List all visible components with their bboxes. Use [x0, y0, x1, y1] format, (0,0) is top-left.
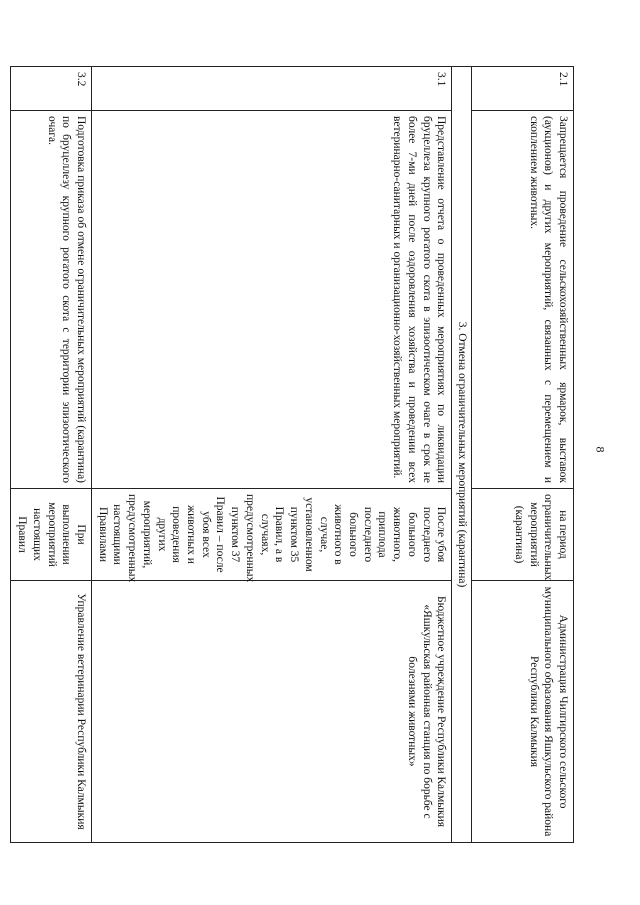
page-number: 8: [593, 446, 608, 453]
row-number: 3.1: [92, 67, 452, 111]
row-number: 2.1: [472, 67, 574, 111]
measures-table: [10, 66, 574, 843]
measure-responsible: Администрация Чилгирского сельского муниципального образования Яшкульского района Республики Калмыкия: [472, 581, 574, 843]
measure-term: на период ограничительных мероприятий (карантина): [472, 489, 574, 581]
table-row: [92, 67, 452, 843]
measure-description: Подготовка приказа об отмене ограничительных мероприятий (карантина) по бруцеллезу крупного рогатого скота с территории эпизоотического очага.: [11, 111, 92, 489]
table-row: [11, 67, 92, 843]
rotated-table-wrapper: [16, 66, 574, 842]
row-number: 3.2: [11, 67, 92, 111]
measure-description: Запрещается проведение сельскохозяйственных ярмарок, выставок (аукционов) и других мероприятий, связанных с перемещением и скоплением животных.: [472, 111, 574, 489]
measure-term: При выполнении мероприятий настоящих Правил: [11, 489, 92, 581]
measure-responsible: Управление ветеринарии Республики Калмыкия: [11, 581, 92, 843]
section-header-row: [452, 67, 472, 843]
table-row: [472, 67, 574, 843]
measure-term: После убоя последнего больного животного, приплода последнего больного животного в случае, установленном пунктом 35 Правил, а в случаях, предусмотренных пунктом 37 Правил – после убоя всех животных и проведения других мероприятий, предусмотренных настоящими Правилами: [92, 489, 452, 581]
measure-responsible: Бюджетное учреждение Республики Калмыкия «Яшкульская районная станция по борьбе с болезнями животных»: [92, 581, 452, 843]
section-title: 3. Отмена ограничительных мероприятий (карантина): [452, 67, 472, 843]
measure-description: Представление отчета о проведенных мероприятиях по ликвидации бруцеллеза крупного рогатого скота в эпизоотическом очаге в срок не более 7-ми дней после оздоровления хозяйства и проведении всех ветеринарно-санитарных и организационно-хозяйственных мероприятий.: [92, 111, 452, 489]
